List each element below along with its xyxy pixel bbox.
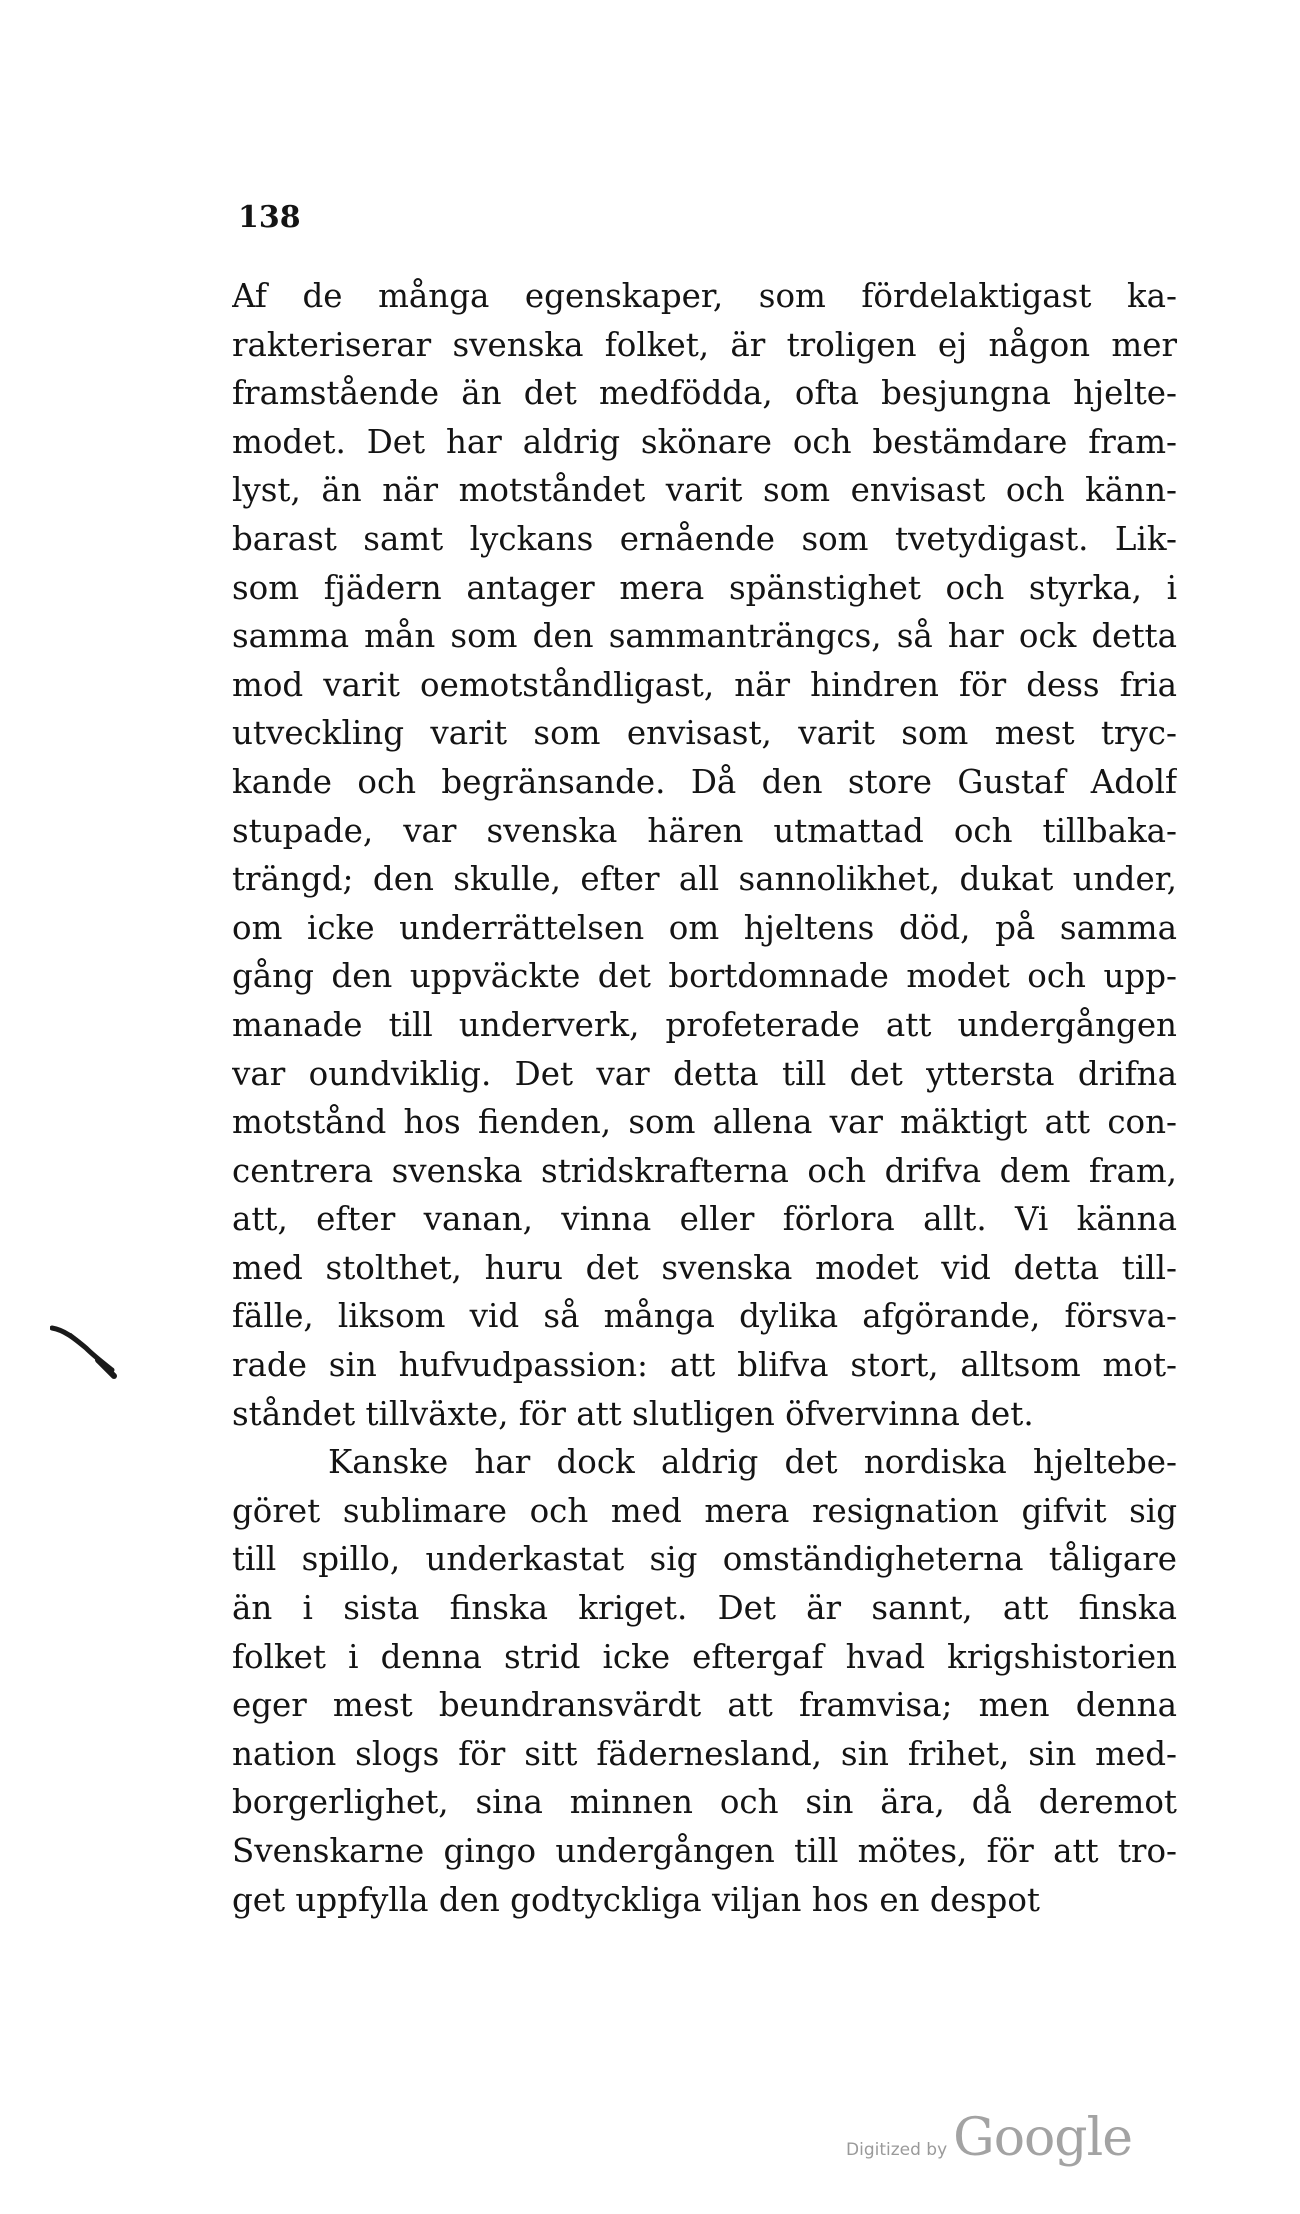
- text-line: till spillo, underkastat sig omständigheterna tåligare: [232, 1540, 1177, 1579]
- text-line: mod varit oemotståndligast, när hindren för dess fria: [232, 665, 1177, 704]
- text-line: barast samt lyckans ernående som tvetydigast. Lik-: [232, 519, 1177, 558]
- text-line: än i sista finska kriget. Det är sannt, att finska: [232, 1589, 1177, 1628]
- text-line: eger mest beundransvärdt att framvisa; men denna: [232, 1686, 1177, 1725]
- text-line: trängd; den skulle, efter all sannolikhet, dukat under,: [232, 860, 1177, 899]
- text-line: lyst, än när motståndet varit som envisast och känn-: [232, 471, 1177, 510]
- text-line: manade till underverk, profeterade att undergången: [232, 1005, 1177, 1044]
- google-logo: Google: [953, 2108, 1132, 2168]
- text-line: modet. Det har aldrig skönare och bestämdare fram-: [232, 422, 1177, 461]
- text-line: att, efter vanan, vinna eller förlora allt. Vi känna: [232, 1200, 1177, 1239]
- text-line: get uppfylla den godtyckliga viljan hos en despot: [232, 1880, 1040, 1919]
- text-line: var oundviklig. Det var detta till det yttersta drifna: [232, 1054, 1177, 1093]
- text-line: centrera svenska stridskrafterna och drifva dem fram,: [232, 1151, 1177, 1190]
- text-line: kande och begränsande. Då den store Gustaf Adolf: [232, 762, 1177, 801]
- text-line: rakteriserar svenska folket, är troligen ej någon mer: [232, 325, 1177, 364]
- digitized-label: Digitized by: [846, 2140, 948, 2160]
- page-number: 138: [238, 200, 301, 235]
- text-line: borgerlighet, sina minnen och sin ära, då deremot: [232, 1783, 1177, 1822]
- text-line: stupade, var svenska hären utmattad och tillbaka-: [232, 811, 1177, 850]
- text-line: motstånd hos fienden, som allena var mäktigt att con-: [232, 1103, 1177, 1142]
- text-line: utveckling varit som envisast, varit som mest tryc-: [232, 714, 1177, 753]
- text-line: framstående än det medfödda, ofta besjungna hjelte-: [232, 374, 1177, 413]
- text-line: om icke underrättelsen om hjeltens död, på samma: [232, 908, 1177, 947]
- text-line: som fjädern antager mera spänstighet och styrka, i: [232, 568, 1177, 607]
- text-line: med stolthet, huru det svenska modet vid detta till-: [232, 1248, 1177, 1287]
- text-line: Af de många egenskaper, som fördelaktigast ka-: [232, 277, 1177, 315]
- text-line: rade sin hufvudpassion: att blifva stort, alltsom mot-: [232, 1346, 1177, 1385]
- pencil-mark-icon: [50, 1320, 130, 1384]
- text-line: samma mån som den sammanträngcs, så har ock detta: [232, 617, 1177, 656]
- text-line: nation slogs för sitt fädernesland, sin frihet, sin med-: [232, 1734, 1177, 1773]
- footer-watermark: [846, 2108, 1132, 2168]
- text-line: Kanske har dock aldrig det nordiska hjeltebe-: [328, 1443, 1177, 1482]
- body-text: [232, 272, 1177, 1924]
- text-line: Svenskarne gingo undergången till mötes, för att tro-: [232, 1832, 1177, 1870]
- text-line: folket i denna strid icke eftergaf hvad krigshistorien: [232, 1637, 1177, 1676]
- text-line: gång den uppväckte det bortdomnade modet och upp-: [232, 957, 1177, 996]
- text-line: göret sublimare och med mera resignation gifvit sig: [232, 1491, 1177, 1530]
- text-line: ståndet tillväxte, för att slutligen öfvervinna det.: [232, 1394, 1034, 1433]
- text-line: fälle, liksom vid så många dylika afgörande, försva-: [232, 1297, 1177, 1336]
